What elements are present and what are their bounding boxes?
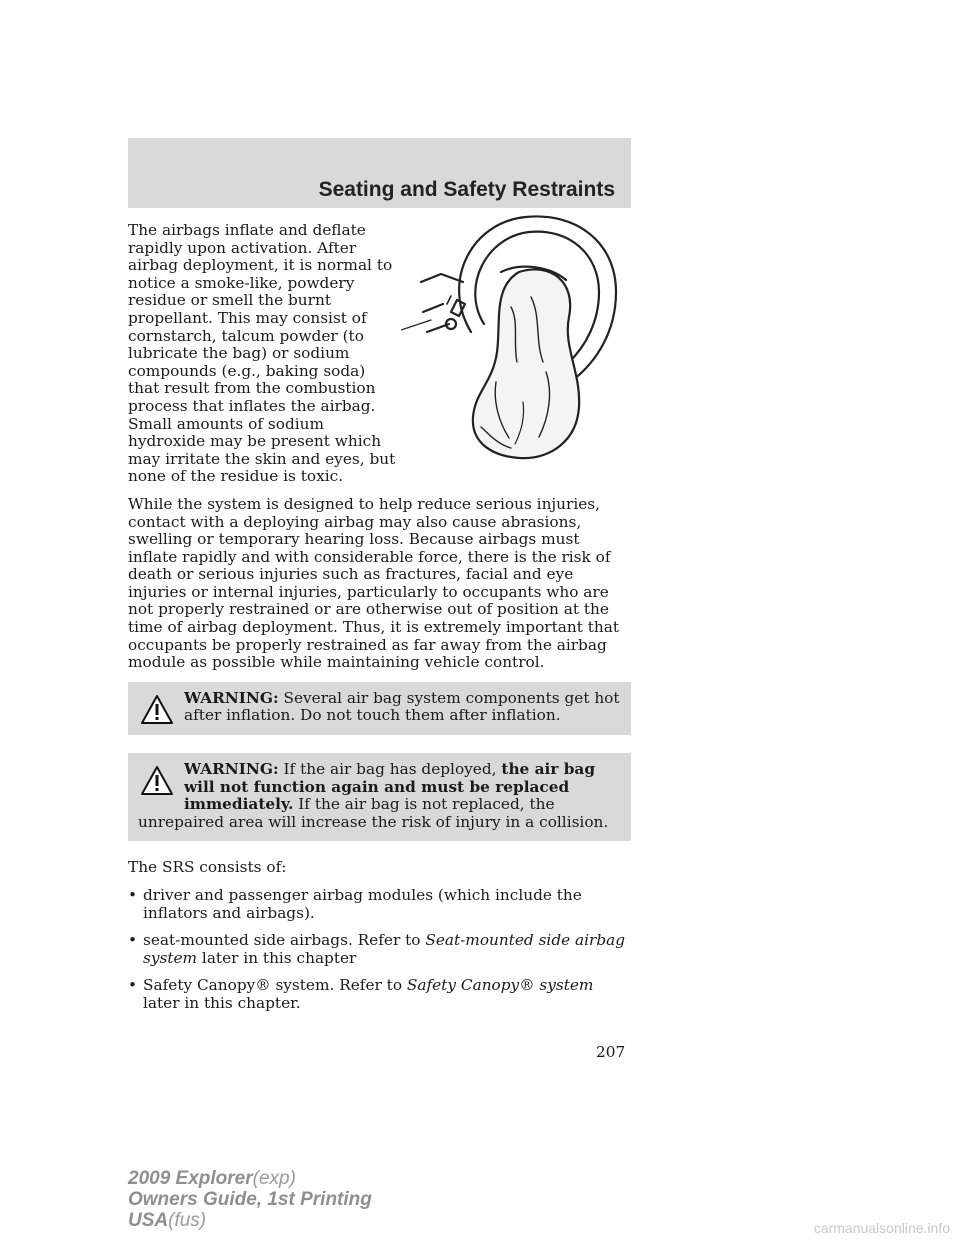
list-item — [128, 977, 631, 1012]
warning-triangle-icon — [140, 694, 174, 726]
warning-label: WARNING: — [184, 760, 279, 779]
footer-edition: Owners Guide, 1st Printing — [128, 1189, 372, 1210]
bullet-icon: • — [128, 931, 138, 950]
section-title: Seating and Safety Restraints — [318, 178, 615, 201]
cross-reference: Safety Canopy® system — [406, 976, 594, 995]
injury-paragraph: While the system is designed to help reduce serious injuries, contact with a deploying airbag may also cause abrasions, swelling or temporary hearing loss. Because airbags must inflate rapidly and with considerable force, there is the risk of death or serious injuries such as fractures, facial and eye injuries or internal injuries, particularly to occupants who are not properly restrained or are otherwise out of position at the time of airbag deployment. Thus, it is extremely important that occupants be properly restrained as far away from the airbag module as possible while maintaining vehicle control. — [128, 494, 619, 672]
page-content — [128, 222, 631, 1023]
list-item-text: seat-mounted side airbags. Refer to — [143, 931, 426, 950]
page-number: 207 — [596, 1043, 626, 1061]
cross-reference: Seat-mounted side airbag system — [143, 931, 626, 967]
intro-paragraph: The airbags inflate and deflate rapidly upon activation. After airbag deployment, it is normal to notice a smoke-like, powdery residue or smell the burnt propellant. This may consist of cornstarch, talcum powder (to lubricate the bag) or sodium compounds (e.g., baking soda) that result from the combustion process that inflates the airbag. Small amounts of sodium hydroxide may be present which may irritate the skin and eyes, but none of the residue is toxic. — [128, 221, 396, 486]
warning-box-deployed — [128, 753, 631, 841]
warning-label: WARNING: — [184, 688, 279, 707]
warning-text-continued: If the air bag is not replaced, the unrepaired area will increase the risk of injury in a collision. — [138, 795, 609, 831]
footer-model: 2009 Explorer — [128, 1168, 253, 1189]
srs-intro: The SRS consists of: — [128, 858, 287, 877]
footer-market: USA — [128, 1210, 169, 1231]
warning-text: Several air bag system components get hot after inflation. Do not touch them after inflation. — [184, 688, 620, 725]
warning-box-hot-components — [128, 682, 631, 735]
warning-bold-text: the air bag will not function again and must be replaced immediately. — [184, 760, 596, 814]
steering-wheel-airbag-illustration — [401, 212, 639, 462]
bullet-icon: • — [128, 886, 138, 904]
document-footer — [128, 1168, 372, 1231]
footer-market-code: (fus) — [168, 1210, 207, 1231]
footer-model-code: (exp) — [252, 1168, 296, 1189]
list-item — [128, 932, 631, 967]
watermark: carmanualsonline.info — [813, 1220, 950, 1236]
list-item-text-continued: later in this chapter — [197, 948, 357, 967]
list-item — [128, 887, 631, 922]
list-item-text: driver and passenger airbag modules (which include the inflators and airbags). — [143, 886, 582, 922]
warning-text: If the air bag has deployed, — [283, 760, 502, 779]
list-item-text: Safety Canopy® system. Refer to — [143, 976, 407, 995]
bullet-icon: • — [128, 976, 138, 995]
list-item-text-continued: later in this chapter. — [143, 993, 301, 1012]
srs-list — [128, 887, 631, 1013]
section-header — [128, 138, 631, 208]
warning-triangle-icon — [140, 765, 174, 797]
